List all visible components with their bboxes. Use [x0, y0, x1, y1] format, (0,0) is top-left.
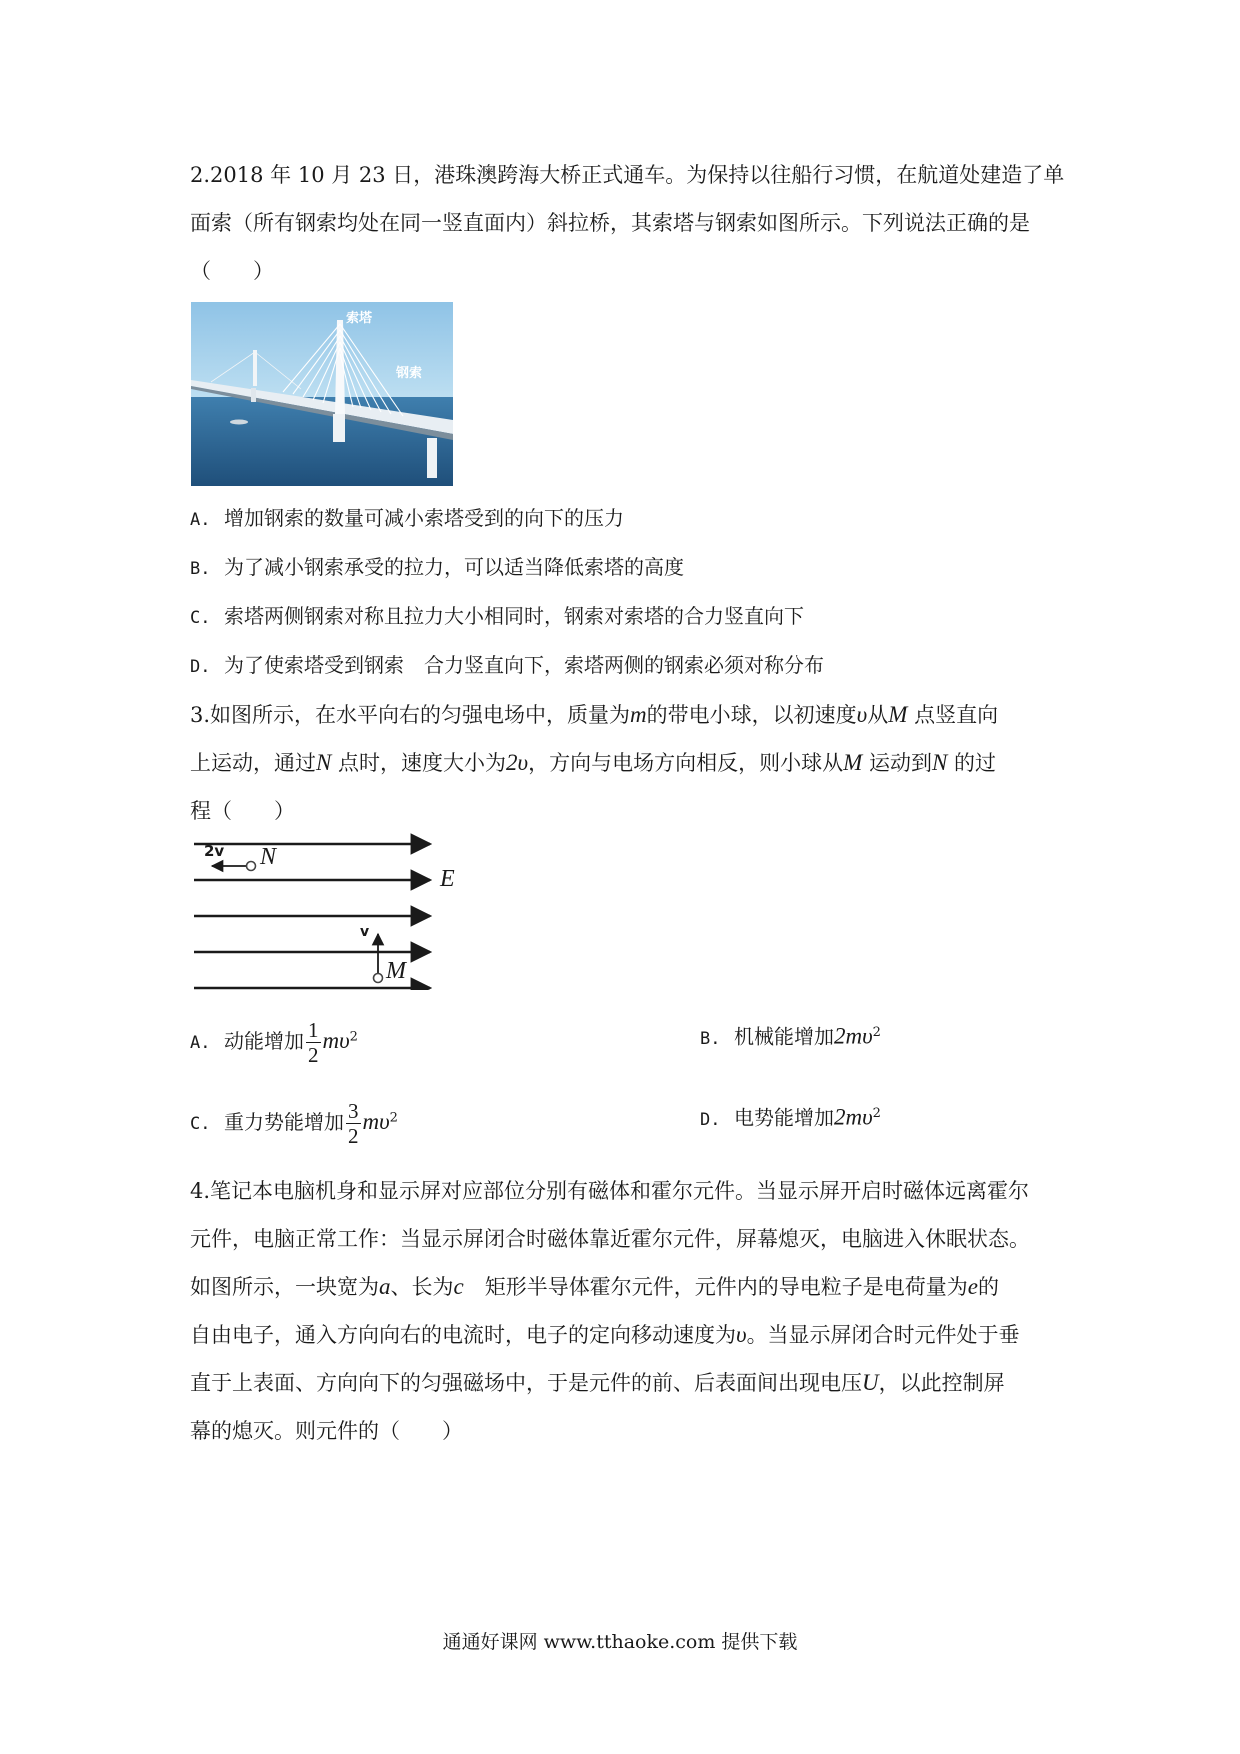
text-segment: 矩形半导体霍尔元件，元件内的导电粒子是电荷量为 — [463, 1275, 968, 1299]
math-var-v: υ — [856, 702, 868, 727]
q3-option-b[interactable] — [700, 1018, 881, 1054]
bridge-photo — [191, 302, 453, 486]
q2-line-2: 面索（所有钢索均处在同一竖直面内）斜拉桥，其索塔与钢索如图所示。下列说法正确的是 — [190, 211, 1030, 235]
q2-option-a[interactable] — [190, 503, 624, 535]
text-segment: 如图所示，一块宽为 — [190, 1275, 379, 1299]
exponent: 2 — [872, 1106, 881, 1121]
math-var-U: U — [862, 1370, 879, 1395]
label-e: E — [440, 866, 455, 892]
exponent: 2 — [872, 1025, 881, 1040]
text-segment: 直于上表面、方向向下的匀强磁场中，于是元件的前、后表面间出现电压 — [190, 1371, 862, 1395]
ball-m — [374, 974, 383, 983]
label-n: N — [260, 844, 277, 870]
option-letter: D. — [700, 1109, 721, 1130]
label-v: v — [360, 924, 370, 940]
q2-line-3: （ ） — [190, 259, 274, 283]
text-segment: 自由电子，通入方向向右的电流时，电子的定向移动速度为 — [190, 1323, 736, 1347]
option-text: 机械能增加 — [734, 1024, 834, 1049]
q4-line-5 — [190, 1368, 1005, 1398]
math-var-v: υ — [736, 1322, 747, 1347]
text-segment: 点竖直向 — [907, 703, 999, 727]
page-footer: 通通好课网 www.tthaoke.com 提供下载 — [442, 1631, 798, 1653]
text-segment: 点时，速度大小为 — [331, 751, 507, 775]
option-text: 为了使索塔受到钢索 合力竖直向下，索塔两侧的钢索必须对称分布 — [224, 653, 824, 677]
math-expr: 2mυ — [834, 1023, 873, 1049]
text-segment: 从 — [867, 703, 889, 727]
option-text: 动能增加 — [224, 1029, 304, 1053]
q4-line-4 — [190, 1320, 1020, 1350]
text-segment: 运动到 — [862, 751, 932, 775]
option-text: 电势能增加 — [734, 1105, 834, 1130]
option-letter: A. — [190, 1033, 211, 1053]
q2-line-1: 2.2018 年 10 月 23 日，港珠澳跨海大桥正式通车。为保持以往船行习惯，在航道处建造了单 — [190, 163, 1065, 187]
bridge-illustration — [191, 302, 453, 486]
option-text: 增加钢索的数量可减小索塔受到的向下的压力 — [224, 506, 624, 530]
math-expr: 2mυ — [834, 1104, 873, 1130]
q3-option-c[interactable] — [190, 1099, 398, 1148]
text-segment: 。当显示屏闭合时元件处于垂 — [746, 1323, 1020, 1347]
math-var-c: c — [453, 1274, 464, 1299]
option-text: 索塔两侧钢索对称且拉力大小相同时，钢索对索塔的合力竖直向下 — [224, 604, 804, 628]
math-var-m: m — [630, 702, 647, 727]
option-text: 重力势能增加 — [224, 1110, 344, 1134]
option-text: 为了减小钢索承受的拉力，可以适当降低索塔的高度 — [224, 555, 684, 579]
q2-option-c[interactable] — [190, 601, 804, 633]
math-var-2v: 2υ — [506, 750, 529, 775]
q3-line-1 — [190, 700, 998, 730]
math-var-e: e — [967, 1274, 978, 1299]
option-letter: C. — [190, 608, 211, 628]
cable-label: 钢索 — [396, 366, 423, 381]
math-var-M: M — [888, 702, 908, 727]
math-expr: mυ — [322, 1028, 350, 1053]
q3-option-d[interactable] — [700, 1099, 881, 1135]
fraction-half: $\frac{1}{2}$ — [308, 1018, 319, 1067]
q3-option-a[interactable] — [190, 1018, 358, 1067]
label-m: M — [386, 958, 406, 984]
math-var-a: a — [379, 1274, 391, 1299]
q2-option-d[interactable] — [190, 650, 824, 682]
text-segment: 的过 — [947, 751, 996, 775]
label-2v: 2v — [204, 842, 225, 860]
text-segment: 的 — [977, 1275, 999, 1299]
exponent: 2 — [349, 1029, 358, 1045]
q4-line-1: 4.笔记本电脑机身和显示屏对应部位分别有磁体和霍尔元件。当显示屏开启时磁体远离霍尔 — [190, 1179, 1030, 1203]
math-var-N: N — [931, 750, 948, 775]
option-letter: B. — [190, 559, 211, 579]
q4-line-3 — [190, 1272, 999, 1302]
option-letter: A. — [190, 510, 211, 530]
option-letter: D. — [190, 657, 211, 677]
q3-line-3: 程（ ） — [190, 799, 295, 823]
ball-n — [247, 862, 256, 871]
text-segment: 、长为 — [390, 1275, 454, 1299]
fraction-three-halves: $\frac{3}{2}$ — [348, 1099, 359, 1148]
text-segment: ，以此控制屏 — [878, 1371, 1005, 1395]
text-segment: 的带电小球，以初速度 — [646, 703, 857, 727]
math-var-M: M — [843, 750, 863, 775]
q2-option-b[interactable] — [190, 552, 684, 584]
math-var-N: N — [316, 750, 332, 775]
option-letter: C. — [190, 1114, 211, 1134]
text-segment: 上运动，通过 — [190, 751, 316, 775]
math-expr: mυ — [362, 1109, 390, 1134]
text-segment: ，方向与电场方向相反，则小球从 — [528, 751, 844, 775]
text-segment: 3.如图所示，在水平向右的匀强电场中，质量为 — [190, 703, 631, 727]
q3-line-2 — [190, 748, 996, 778]
field-lines-svg — [190, 830, 480, 990]
q4-line-2: 元件，电脑正常工作：当显示屏闭合时磁体靠近霍尔元件，屏幕熄灭，电脑进入休眠状态。 — [190, 1227, 1030, 1251]
exponent: 2 — [389, 1110, 398, 1126]
electric-field-diagram — [190, 830, 480, 990]
q4-line-6: 幕的熄灭。则元件的（ ） — [190, 1419, 463, 1443]
tower-label: 索塔 — [346, 311, 373, 326]
option-letter: B. — [700, 1028, 721, 1049]
